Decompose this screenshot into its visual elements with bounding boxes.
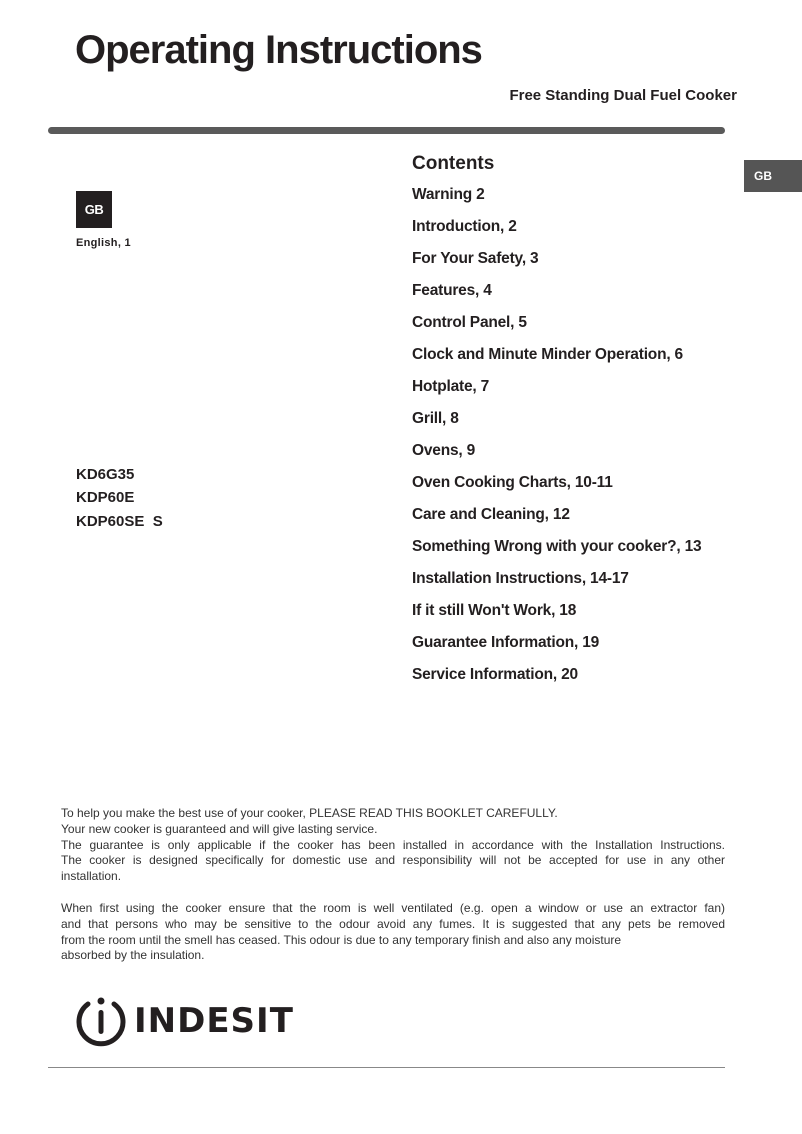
header-divider xyxy=(48,127,725,134)
toc-item[interactable]: Guarantee Information, 19 xyxy=(412,634,600,651)
toc-item[interactable]: For Your Safety, 3 xyxy=(412,250,539,267)
toc-item[interactable]: Features, 4 xyxy=(412,282,492,299)
table-of-contents xyxy=(412,186,701,698)
toc-item[interactable]: If it still Won't Work, 18 xyxy=(412,602,577,619)
contents-heading: Contents xyxy=(412,153,495,174)
page-title: Operating Instructions xyxy=(75,28,482,72)
text-line: Your new cooker is guaranteed and will give lasting service. xyxy=(61,821,378,836)
text-line: The guarantee is only applicable if the cooker has been installed in accordance with the Installation Instructions. xyxy=(61,837,725,852)
toc-item[interactable]: Introduction, 2 xyxy=(412,218,517,235)
toc-item[interactable]: Something Wrong with your cooker?, 13 xyxy=(412,538,702,555)
logo-wordmark: INDESIT xyxy=(134,1001,294,1041)
text-line: To help you make the best use of your cooker, PLEASE READ THIS BOOKLET CAREFULLY. xyxy=(61,806,558,820)
page-subtitle: Free Standing Dual Fuel Cooker xyxy=(509,87,737,104)
model-number: KDP60SE S xyxy=(76,513,163,530)
toc-item[interactable]: Ovens, 9 xyxy=(412,442,476,459)
text-line: The cooker is designed specifically for domestic use and responsibility will not be accepted for use in any other xyxy=(61,853,725,868)
text-line: and that persons who may be sensitive to the odour avoid any fumes. It is suggested that any pets be removed xyxy=(61,916,725,931)
text-line: When first using the cooker ensure that the room is well ventilated (e.g. open a window or use an extractor fan) xyxy=(61,900,725,915)
text-line: installation. xyxy=(61,869,122,884)
model-list xyxy=(76,463,163,534)
indesit-logo xyxy=(74,994,294,1048)
text-line: from the room until the smell has ceased. This odour is due to any temporary finish and also any moisture xyxy=(61,932,622,947)
intro-paragraph-1 xyxy=(61,806,725,885)
intro-text xyxy=(61,806,725,964)
toc-item[interactable]: Control Panel, 5 xyxy=(412,314,527,331)
language-badge: GB xyxy=(76,191,112,228)
intro-paragraph-2 xyxy=(61,901,725,964)
toc-item[interactable]: Service Information, 20 xyxy=(412,666,578,683)
toc-item[interactable]: Grill, 8 xyxy=(412,410,459,427)
toc-item[interactable]: Care and Cleaning, 12 xyxy=(412,506,570,523)
toc-item[interactable]: Warning 2 xyxy=(412,186,485,203)
model-number: KD6G35 xyxy=(76,466,135,483)
footer-divider xyxy=(48,1067,725,1068)
toc-item[interactable]: Installation Instructions, 14-17 xyxy=(412,570,629,587)
toc-item[interactable]: Oven Cooking Charts, 10-11 xyxy=(412,474,613,491)
text-line: absorbed by the insulation. xyxy=(61,948,205,963)
toc-item[interactable]: Clock and Minute Minder Operation, 6 xyxy=(412,346,683,363)
toc-item[interactable]: Hotplate, 7 xyxy=(412,378,490,395)
language-label: English, 1 xyxy=(76,237,131,249)
indesit-i-icon xyxy=(74,994,128,1048)
language-side-tab[interactable]: GB xyxy=(744,160,802,192)
model-number: KDP60E xyxy=(76,488,135,506)
